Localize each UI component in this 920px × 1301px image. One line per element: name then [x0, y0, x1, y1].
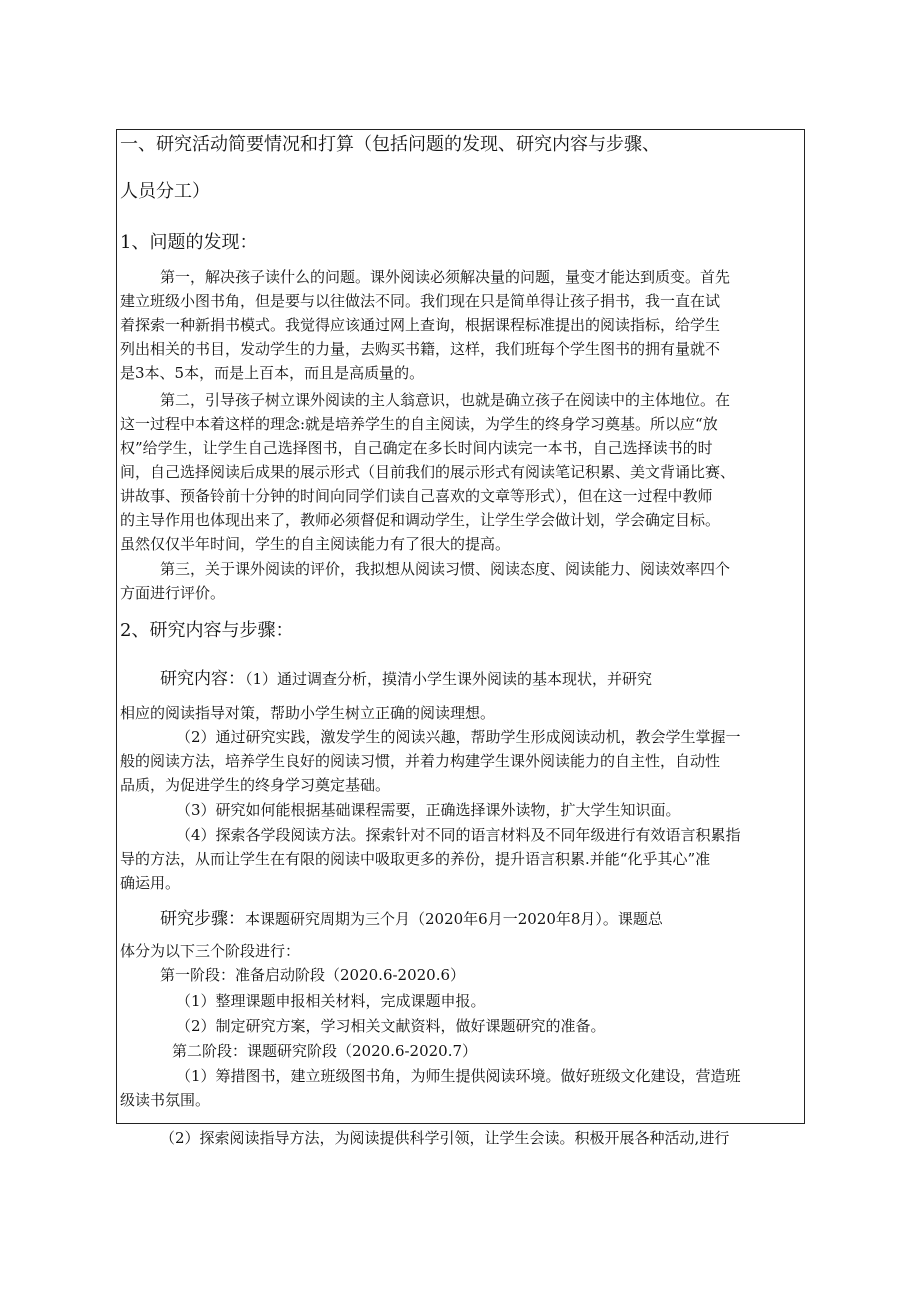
research-steps-label: 研究步骤： [160, 909, 245, 929]
problem-heading: 1、问题的发现： [120, 232, 258, 253]
stage-2-item-1-line: 级读书氛围。 [120, 1091, 211, 1109]
research-item-2-line: （2）通过研究实践，激发学生的阅读兴趣，帮助学生形成阅读动机，教会学生掌握一 [176, 728, 741, 746]
problem-p2-line: 讲故事、预备铃前十分钟的时间向同学们读自己喜欢的文章等形式），但在这一过程中教师 [120, 487, 713, 505]
research-content-continued: 相应的阅读指导对策，帮助小学生树立正确的阅读理想。 [120, 704, 496, 722]
problem-p1-line: 是3本、5本，而是上百本，而且是高质量的。 [120, 364, 425, 382]
problem-p2-line: 虽然仅仅半年时间，学生的自主阅读能力有了很大的提高。 [120, 535, 511, 553]
problem-p2-line: 这一过程中本着这样的理念:就是培养学生的自主阅读，为学生的终身学习奠基。所以应“放 [120, 415, 718, 433]
stage-2-title: 第二阶段：课题研究阶段（2020.6-2020.7） [172, 1042, 478, 1060]
research-item-4-line: （4）探索各学段阅读方法。探索针对不同的语言材料及不同年级进行有效语言积累指 [176, 826, 741, 844]
stage-1-item: （2）制定研究方案，学习相关文献资料，做好课题研究的准备。 [176, 1017, 606, 1035]
problem-p1-line: 着探索一种新捐书模式。我觉得应该通过网上查询，根据课程标准提出的阅读指标，给学生 [120, 316, 721, 334]
stage-1-title: 第一阶段：准备启动阶段（2020.6-2020.6） [160, 966, 466, 984]
research-item-4-line: 确运用。 [120, 874, 181, 892]
research-steps-text: 本课题研究周期为三个月（2020年6月一2020年8月）。课题总 [245, 910, 663, 928]
problem-p2-line: 的主导作用也体现出来了，教师必须督促和调动学生，让学生学会做计划，学会确定目标。 [120, 511, 721, 529]
research-content-item-1: （1）通过调查分析，摸清小学生课外阅读的基本现状，并研究 [245, 670, 653, 688]
research-steps-continued: 体分为以下三个阶段进行： [120, 942, 301, 960]
problem-p1-line: 第一，解决孩子读什么的问题。课外阅读必须解决量的问题，量变才能达到质变。首先 [160, 268, 731, 286]
research-heading: 2、研究内容与步骤： [120, 620, 294, 641]
research-steps-first-line [160, 910, 663, 929]
section-title-line-1: 一、研究活动简要情况和打算（包括问题的发现、研究内容与步骤、 [120, 134, 660, 155]
stage-1-item: （1）整理课题申报相关材料，完成课题申报。 [176, 992, 486, 1010]
research-item-3: （3）研究如何能根据基础课程需要，正确选择课外读物，扩大学生知识面。 [176, 801, 681, 819]
problem-p2-line: 间，自己选择阅读后成果的展示形式（目前我们的展示形式有阅读笔记积累、美文背诵比赛、 [120, 463, 736, 481]
stage-2-item-1-line: （1）筹措图书，建立班级图书角，为师生提供阅读环境。做好班级文化建设，营造班 [176, 1067, 741, 1085]
problem-p1-line: 列出相关的书目，发动学生的力量，去购买书籍，这样，我们班每个学生图书的拥有量就不 [120, 340, 721, 358]
research-item-2-line: 品质，为促进学生的终身学习奠定基础。 [120, 776, 391, 794]
research-item-4-line: 导的方法，从而让学生在有限的阅读中吸取更多的养份，提升语言积累.并能“化乎其心”准 [120, 850, 711, 868]
section-title-line-2: 人员分工） [120, 181, 210, 202]
problem-p2-line: 权”给学生，让学生自己选择图书，自己确定在多长时间内读完一本书，自己选择读书的时 [120, 439, 713, 457]
problem-p1-line: 建立班级小图书角，但是要与以往做法不同。我们现在只是简单得让孩子捐书，我一直在试 [120, 292, 721, 310]
outside-item-2: （2）探索阅读指导方法，为阅读提供科学引领，让学生会读。积极开展各种活动,进行 [160, 1129, 730, 1147]
research-content-label: 研究内容： [160, 669, 245, 689]
problem-p3-line: 方面进行评价。 [120, 584, 226, 602]
research-item-2-line: 般的阅读方法，培养学生良好的阅读习惯，并着力构建学生课外阅读能力的自主性，自动性 [120, 752, 721, 770]
problem-p2-line: 第二，引导孩子树立课外阅读的主人翁意识，也就是确立孩子在阅读中的主体地位。在 [160, 391, 731, 409]
research-content-first-line [160, 670, 652, 689]
problem-p3-line: 第三，关于课外阅读的评价，我拟想从阅读习惯、阅读态度、阅读能力、阅读效率四个 [160, 560, 731, 578]
